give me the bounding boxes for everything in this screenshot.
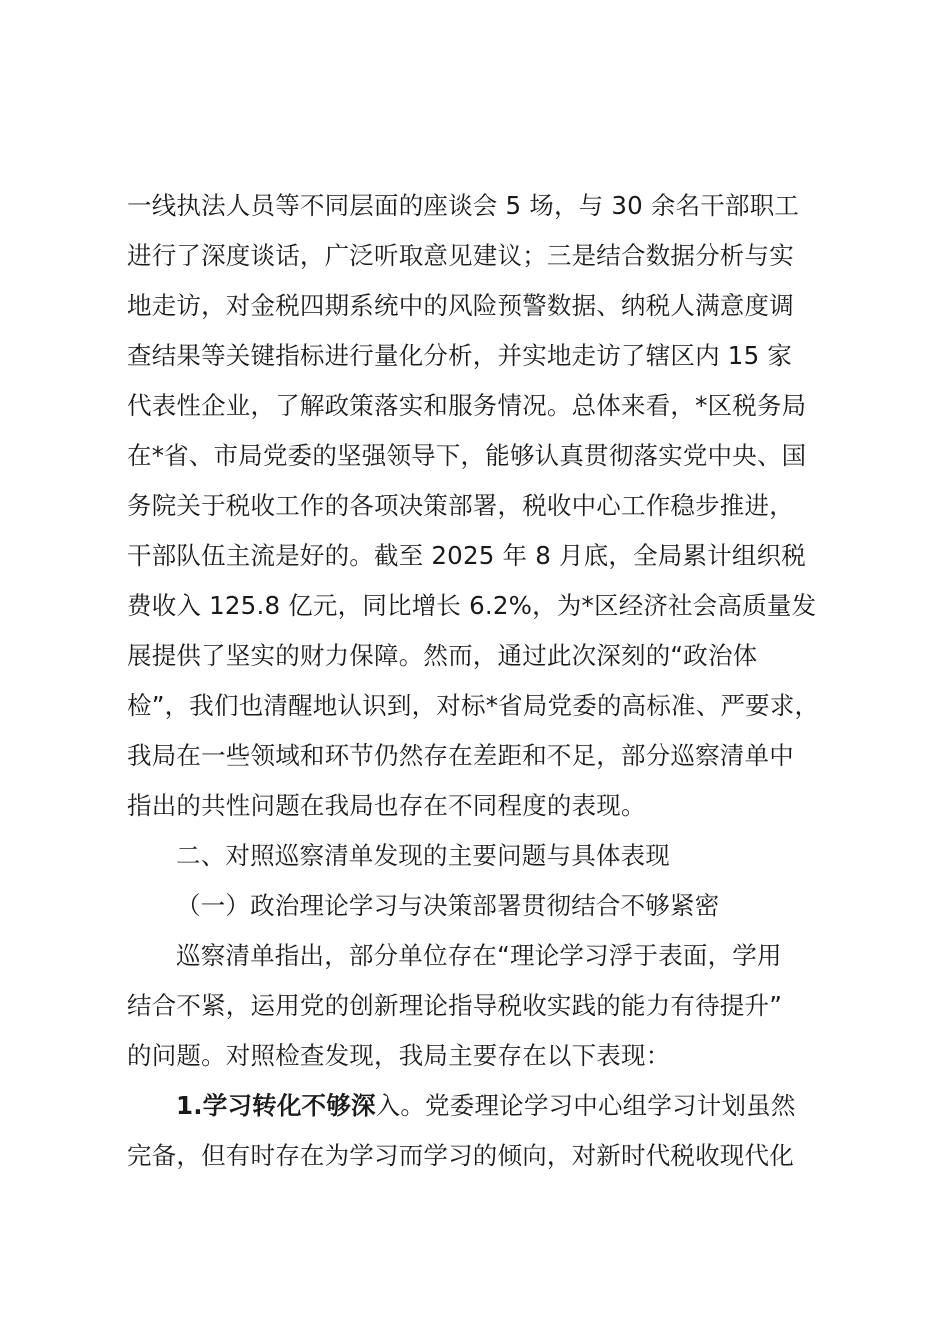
paragraph-line: 务院关于税收工作的各项决策部署，税收中心工作稳步推进， (127, 491, 794, 520)
paragraph-line: 我局在一些领域和环节仍然存在差距和不足，部分巡察清单中 (127, 741, 794, 770)
paragraph-line: 巡察清单指出，部分单位存在“理论学习浮于表面，学用 (176, 941, 782, 970)
paragraph-line: 的问题。对照检查发现，我局主要存在以下表现： (127, 1041, 671, 1070)
paragraph-line: 完备，但有时存在为学习而学习的倾向，对新时代税收现代化 (127, 1141, 794, 1170)
paragraph-line: 干部队伍主流是好的。截至 2025 年 8 月底，全局累计组织税 (127, 541, 806, 570)
paragraph-line: 指出的共性问题在我局也存在不同程度的表现。 (127, 791, 646, 820)
subsection-heading: （一）政治理论学习与决策部署贯彻结合不够紧密 (176, 891, 720, 920)
paragraph-line: 代表性企业，了解政策落实和服务情况。总体来看，*区税务局 (127, 391, 807, 420)
paragraph-line: 进行了深度谈话，广泛听取意见建议；三是结合数据分析与实 (127, 241, 794, 270)
section-heading: 二、对照巡察清单发现的主要问题与具体表现 (176, 841, 670, 870)
paragraph-line: 结合不紧，运用党的创新理论指导税收实践的能力有待提升” (127, 991, 783, 1020)
item-heading: 1.学习转化不够深 (176, 1091, 376, 1120)
paragraph-line: 查结果等关键指标进行量化分析，并实地走访了辖区内 15 家 (127, 341, 793, 370)
paragraph-line: 检”，我们也清醒地认识到，对标*省局党委的高标准、严要求， (127, 691, 820, 720)
paragraph-line: 地走访，对金税四期系统中的风险预警数据、纳税人满意度调 (127, 291, 794, 320)
paragraph-line: 展提供了坚实的财力保障。然而，通过此次深刻的“政治体 (127, 641, 758, 670)
item-line (176, 1081, 796, 1131)
paragraph-line: 费收入 125.8 亿元，同比增长 6.2%，为*区经济社会高质量发 (127, 591, 817, 620)
paragraph-line: 在*省、市局党委的坚强领导下，能够认真贯彻落实党中央、国 (127, 441, 807, 470)
paragraph-line: 一线执法人员等不同层面的座谈会 5 场，与 30 余名干部职工 (127, 191, 800, 220)
item-text: 入。党委理论学习中心组学习计划虽然 (375, 1091, 796, 1120)
